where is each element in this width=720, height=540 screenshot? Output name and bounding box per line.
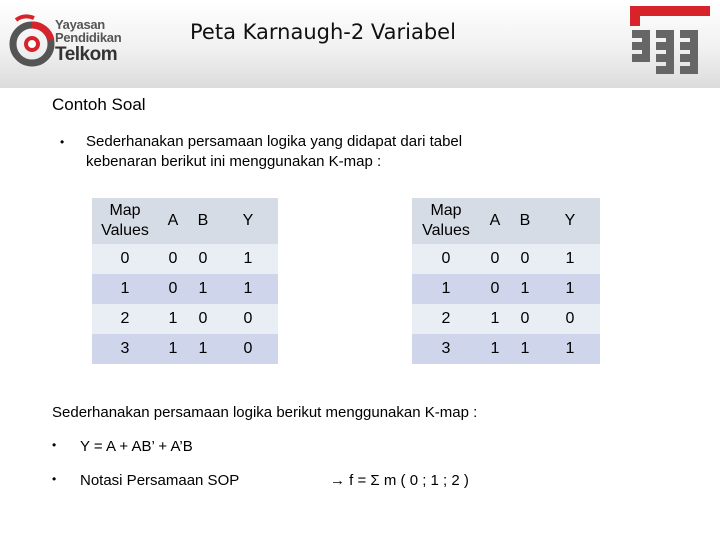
intro-line-1: Sederhanakan persamaan logika yang didapat dari tabel [86,133,463,150]
university-emblem-icon [622,2,712,84]
header-a: A [158,198,188,244]
cell-y: 1 [540,274,600,304]
cell-a: 1 [158,334,188,364]
second-heading: Sederhanakan persamaan logika berikut menggunakan K-map : [52,404,478,421]
table-header-row [412,198,600,244]
cell-b: 0 [188,304,218,334]
cell-a: 1 [480,334,510,364]
table-row [412,244,600,274]
slide-title: Peta Karnaugh-2 Variabel [190,20,456,44]
header-map-line-1: Map [109,202,141,219]
header-map-line-1: Map [430,202,462,219]
header-y: Y [218,198,278,244]
table-row [92,304,278,334]
truth-table-2 [412,198,600,364]
cell-y: 1 [218,274,278,304]
sop-formula: → f = Σ m ( 0 ; 1 ; 2 ) [330,472,469,489]
cell-a: 1 [158,304,188,334]
slide-header [0,0,720,88]
cell-map-value: 0 [412,244,480,274]
cell-map-value: 1 [412,274,480,304]
cell-a: 0 [480,244,510,274]
logo-wordmark [55,18,121,64]
header-map-line-2: Values [101,222,149,239]
cell-map-value: 3 [92,334,158,364]
header-a: A [480,198,510,244]
logo-line-3: Telkom [55,44,118,65]
cell-b: 0 [510,304,540,334]
cell-map-value: 1 [92,274,158,304]
cell-y: 0 [218,334,278,364]
cell-map-value: 0 [92,244,158,274]
cell-a: 0 [158,274,188,304]
table-row [92,334,278,364]
cell-a: 0 [480,274,510,304]
cell-b: 1 [510,274,540,304]
cell-a: 1 [480,304,510,334]
cell-map-value: 2 [412,304,480,334]
intro-bullet [60,132,660,172]
table-row [412,274,600,304]
sop-label: Notasi Persamaan SOP [80,472,240,489]
cell-b: 1 [188,334,218,364]
table-row [412,304,600,334]
header-b: B [510,198,540,244]
cell-y: 1 [540,244,600,274]
cell-y: 0 [218,304,278,334]
cell-b: 0 [510,244,540,274]
cell-b: 1 [188,274,218,304]
header-map-values [412,198,480,244]
bullet-mark: • [60,135,65,149]
header-map-values [92,198,158,244]
bullet-mark: • [52,438,57,452]
cell-map-value: 2 [92,304,158,334]
table-row [92,244,278,274]
intro-line-2: kebenaran berikut ini menggunakan K-map : [86,153,382,170]
header-map-line-2: Values [422,222,470,239]
section-heading: Contoh Soal [52,95,146,114]
logo-line-1: Yayasan [55,17,105,32]
cell-y: 1 [540,334,600,364]
header-b: B [188,198,218,244]
bullet-mark: • [52,472,57,486]
header-y: Y [540,198,600,244]
table-header-row [92,198,278,244]
cell-map-value: 3 [412,334,480,364]
cell-b: 1 [510,334,540,364]
table-row [92,274,278,304]
cell-b: 0 [188,244,218,274]
cell-y: 1 [218,244,278,274]
truth-table-1 [92,198,278,364]
table-row [412,334,600,364]
equation-text: Y = A + AB’ + A’B [80,438,193,455]
cell-a: 0 [158,244,188,274]
cell-y: 0 [540,304,600,334]
logo-line-2: Pendidikan [55,30,122,45]
